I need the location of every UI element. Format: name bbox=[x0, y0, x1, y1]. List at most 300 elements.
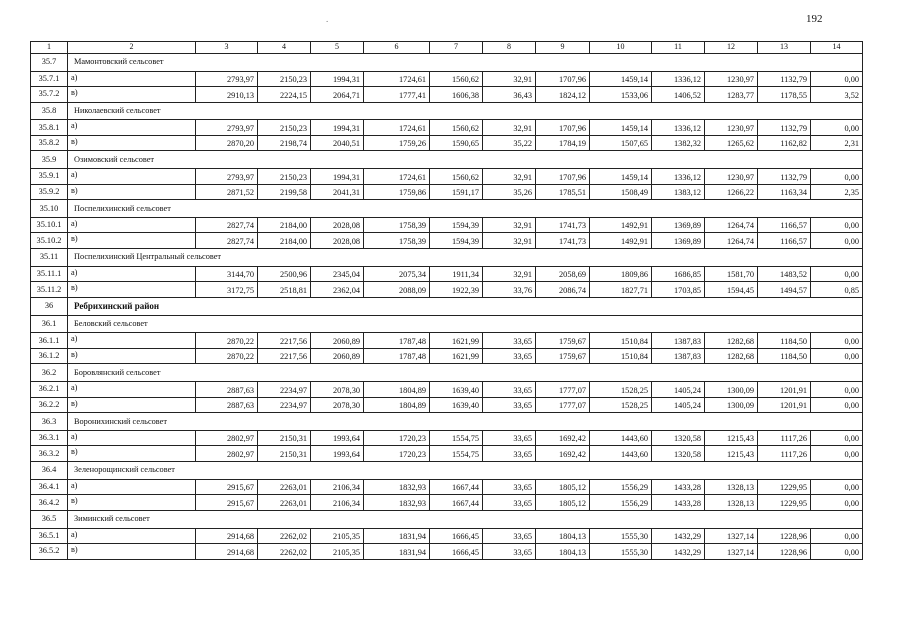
value-cell: 0,00 bbox=[811, 217, 863, 233]
column-header: 7 bbox=[430, 42, 483, 54]
value-cell: 1230,97 bbox=[705, 169, 758, 185]
table-row bbox=[31, 382, 863, 398]
value-cell: 2075,34 bbox=[364, 266, 430, 282]
value-cell: 1667,44 bbox=[430, 479, 483, 495]
value-cell: 1707,96 bbox=[536, 169, 590, 185]
value-cell: 1554,75 bbox=[430, 446, 483, 462]
value-cell: 1759,67 bbox=[536, 348, 590, 364]
value-cell: 1560,62 bbox=[430, 169, 483, 185]
value-cell: 1382,32 bbox=[652, 135, 705, 151]
section-name: Зеленорощинский сельсовет bbox=[68, 461, 863, 479]
value-cell: 1621,99 bbox=[430, 333, 483, 349]
value-cell: 1827,71 bbox=[590, 282, 652, 298]
value-cell: 2262,02 bbox=[258, 528, 311, 544]
value-cell: 1724,61 bbox=[364, 120, 430, 136]
value-cell: 1594,45 bbox=[705, 282, 758, 298]
value-cell: 0,00 bbox=[811, 479, 863, 495]
row-label: а) bbox=[68, 120, 196, 136]
value-cell: 1777,41 bbox=[364, 87, 430, 103]
column-header: 4 bbox=[258, 42, 311, 54]
table-row bbox=[31, 233, 863, 249]
column-header: 1 bbox=[31, 42, 68, 54]
value-cell: 2106,34 bbox=[311, 479, 364, 495]
value-cell: 2060,89 bbox=[311, 333, 364, 349]
value-cell: 1230,97 bbox=[705, 71, 758, 87]
value-cell: 1483,52 bbox=[758, 266, 811, 282]
value-cell: 1720,23 bbox=[364, 446, 430, 462]
value-cell: 2234,97 bbox=[258, 397, 311, 413]
table-row bbox=[31, 266, 863, 282]
table-row bbox=[31, 217, 863, 233]
value-cell: 2150,31 bbox=[258, 446, 311, 462]
section-name: Боровлянский сельсовет bbox=[68, 364, 863, 382]
table-row bbox=[31, 528, 863, 544]
value-cell: 3172,75 bbox=[196, 282, 258, 298]
table-row bbox=[31, 120, 863, 136]
value-cell: 1804,13 bbox=[536, 544, 590, 560]
row-number: 36.1.2 bbox=[31, 348, 68, 364]
section-number: 36 bbox=[31, 297, 68, 315]
value-cell: 1336,12 bbox=[652, 120, 705, 136]
value-cell: 1533,06 bbox=[590, 87, 652, 103]
value-cell: 2184,00 bbox=[258, 217, 311, 233]
value-cell: 2910,13 bbox=[196, 87, 258, 103]
section-name: Николаевский сельсовет bbox=[68, 102, 863, 120]
value-cell: 0,00 bbox=[811, 71, 863, 87]
section-header-row bbox=[31, 315, 863, 333]
value-cell: 2914,68 bbox=[196, 528, 258, 544]
value-cell: 2802,97 bbox=[196, 446, 258, 462]
value-cell: 1405,24 bbox=[652, 382, 705, 398]
row-number: 35.7.1 bbox=[31, 71, 68, 87]
value-cell: 2078,30 bbox=[311, 382, 364, 398]
column-header-row bbox=[31, 42, 863, 54]
value-cell: 1581,70 bbox=[705, 266, 758, 282]
value-cell: 1759,26 bbox=[364, 135, 430, 151]
value-cell: 1369,89 bbox=[652, 217, 705, 233]
value-cell: 1132,79 bbox=[758, 71, 811, 87]
table-row bbox=[31, 333, 863, 349]
value-cell: 1265,62 bbox=[705, 135, 758, 151]
value-cell: 32,91 bbox=[483, 169, 536, 185]
value-cell: 1758,39 bbox=[364, 217, 430, 233]
value-cell: 1667,44 bbox=[430, 495, 483, 511]
value-cell: 2870,22 bbox=[196, 333, 258, 349]
value-cell: 32,91 bbox=[483, 233, 536, 249]
value-cell: 2184,00 bbox=[258, 233, 311, 249]
row-label: а) bbox=[68, 169, 196, 185]
value-cell: 32,91 bbox=[483, 71, 536, 87]
row-label: в) bbox=[68, 87, 196, 103]
value-cell: 1784,19 bbox=[536, 135, 590, 151]
value-cell: 1692,42 bbox=[536, 430, 590, 446]
value-cell: 2914,68 bbox=[196, 544, 258, 560]
value-cell: 1528,25 bbox=[590, 397, 652, 413]
section-name: Поспелихинский Центральный сельсовет bbox=[68, 248, 863, 266]
value-cell: 2217,56 bbox=[258, 348, 311, 364]
district-header-row bbox=[31, 297, 863, 315]
value-cell: 1492,91 bbox=[590, 233, 652, 249]
value-cell: 1804,89 bbox=[364, 382, 430, 398]
value-cell: 2,35 bbox=[811, 184, 863, 200]
row-number: 36.1.1 bbox=[31, 333, 68, 349]
value-cell: 1327,14 bbox=[705, 544, 758, 560]
value-cell: 1507,65 bbox=[590, 135, 652, 151]
value-cell: 1327,14 bbox=[705, 528, 758, 544]
value-cell: 2060,89 bbox=[311, 348, 364, 364]
section-header-row bbox=[31, 102, 863, 120]
table-row bbox=[31, 430, 863, 446]
value-cell: 33,65 bbox=[483, 495, 536, 511]
value-cell: 1283,77 bbox=[705, 87, 758, 103]
value-cell: 1805,12 bbox=[536, 495, 590, 511]
column-header: 10 bbox=[590, 42, 652, 54]
value-cell: 1639,40 bbox=[430, 382, 483, 398]
row-number: 35.10.1 bbox=[31, 217, 68, 233]
value-cell: 36,43 bbox=[483, 87, 536, 103]
value-cell: 2106,34 bbox=[311, 495, 364, 511]
value-cell: 1994,31 bbox=[311, 120, 364, 136]
value-cell: 0,00 bbox=[811, 333, 863, 349]
value-cell: 32,91 bbox=[483, 120, 536, 136]
row-label: а) bbox=[68, 479, 196, 495]
value-cell: 2150,23 bbox=[258, 120, 311, 136]
value-cell: 1724,61 bbox=[364, 169, 430, 185]
value-cell: 1117,26 bbox=[758, 430, 811, 446]
value-cell: 1777,07 bbox=[536, 397, 590, 413]
value-cell: 1787,48 bbox=[364, 348, 430, 364]
column-header: 8 bbox=[483, 42, 536, 54]
value-cell: 0,00 bbox=[811, 430, 863, 446]
value-cell: 1993,64 bbox=[311, 446, 364, 462]
value-cell: 1556,29 bbox=[590, 495, 652, 511]
value-cell: 33,65 bbox=[483, 397, 536, 413]
row-number: 35.11.1 bbox=[31, 266, 68, 282]
section-header-row bbox=[31, 200, 863, 218]
value-cell: 1432,29 bbox=[652, 528, 705, 544]
value-cell: 1300,09 bbox=[705, 397, 758, 413]
value-cell: 1229,95 bbox=[758, 495, 811, 511]
value-cell: 1759,86 bbox=[364, 184, 430, 200]
column-header: 6 bbox=[364, 42, 430, 54]
value-cell: 2802,97 bbox=[196, 430, 258, 446]
value-cell: 1228,96 bbox=[758, 544, 811, 560]
value-cell: 33,65 bbox=[483, 528, 536, 544]
section-name: Озимовский сельсовет bbox=[68, 151, 863, 169]
value-cell: 2234,97 bbox=[258, 382, 311, 398]
value-cell: 1433,28 bbox=[652, 495, 705, 511]
row-number: 36.5.2 bbox=[31, 544, 68, 560]
value-cell: 2064,71 bbox=[311, 87, 364, 103]
value-cell: 2518,81 bbox=[258, 282, 311, 298]
value-cell: 0,00 bbox=[811, 120, 863, 136]
value-cell: 1433,28 bbox=[652, 479, 705, 495]
value-cell: 1459,14 bbox=[590, 120, 652, 136]
column-header: 5 bbox=[311, 42, 364, 54]
row-number: 36.4.2 bbox=[31, 495, 68, 511]
value-cell: 1229,95 bbox=[758, 479, 811, 495]
column-header: 3 bbox=[196, 42, 258, 54]
value-cell: 1922,39 bbox=[430, 282, 483, 298]
value-cell: 2793,97 bbox=[196, 120, 258, 136]
value-cell: 2263,01 bbox=[258, 495, 311, 511]
value-cell: 1492,91 bbox=[590, 217, 652, 233]
value-cell: 1692,42 bbox=[536, 446, 590, 462]
value-cell: 2870,22 bbox=[196, 348, 258, 364]
value-cell: 2088,09 bbox=[364, 282, 430, 298]
row-number: 35.7.2 bbox=[31, 87, 68, 103]
section-number: 36.1 bbox=[31, 315, 68, 333]
table-row bbox=[31, 169, 863, 185]
value-cell: 1639,40 bbox=[430, 397, 483, 413]
value-cell: 2827,74 bbox=[196, 233, 258, 249]
value-cell: 2793,97 bbox=[196, 71, 258, 87]
value-cell: 1508,49 bbox=[590, 184, 652, 200]
column-header: 12 bbox=[705, 42, 758, 54]
value-cell: 1383,12 bbox=[652, 184, 705, 200]
value-cell: 1406,52 bbox=[652, 87, 705, 103]
value-cell: 1703,85 bbox=[652, 282, 705, 298]
value-cell: 1741,73 bbox=[536, 233, 590, 249]
row-number: 35.11.2 bbox=[31, 282, 68, 298]
row-label: в) bbox=[68, 184, 196, 200]
value-cell: 2150,23 bbox=[258, 71, 311, 87]
value-cell: 1560,62 bbox=[430, 71, 483, 87]
value-cell: 2870,20 bbox=[196, 135, 258, 151]
row-label: в) bbox=[68, 348, 196, 364]
value-cell: 0,00 bbox=[811, 397, 863, 413]
value-cell: 1228,96 bbox=[758, 528, 811, 544]
value-cell: 1266,22 bbox=[705, 184, 758, 200]
row-number: 36.5.1 bbox=[31, 528, 68, 544]
value-cell: 2793,97 bbox=[196, 169, 258, 185]
value-cell: 1163,34 bbox=[758, 184, 811, 200]
section-number: 36.3 bbox=[31, 413, 68, 431]
value-cell: 33,65 bbox=[483, 430, 536, 446]
value-cell: 1707,96 bbox=[536, 120, 590, 136]
value-cell: 2105,35 bbox=[311, 528, 364, 544]
value-cell: 2028,08 bbox=[311, 233, 364, 249]
table-row bbox=[31, 282, 863, 298]
row-label: а) bbox=[68, 382, 196, 398]
page-number: 192 bbox=[806, 13, 823, 25]
value-cell: 1264,74 bbox=[705, 217, 758, 233]
value-cell: 1132,79 bbox=[758, 120, 811, 136]
value-cell: 1824,12 bbox=[536, 87, 590, 103]
value-cell: 2150,31 bbox=[258, 430, 311, 446]
value-cell: 0,00 bbox=[811, 169, 863, 185]
section-header-row bbox=[31, 413, 863, 431]
value-cell: 33,65 bbox=[483, 544, 536, 560]
value-cell: 1387,83 bbox=[652, 348, 705, 364]
value-cell: 33,65 bbox=[483, 333, 536, 349]
value-cell: 1777,07 bbox=[536, 382, 590, 398]
row-number: 36.2.1 bbox=[31, 382, 68, 398]
value-cell: 1184,50 bbox=[758, 348, 811, 364]
value-cell: 1320,58 bbox=[652, 446, 705, 462]
value-cell: 2058,69 bbox=[536, 266, 590, 282]
value-cell: 2199,58 bbox=[258, 184, 311, 200]
value-cell: 1328,13 bbox=[705, 495, 758, 511]
value-cell: 1832,93 bbox=[364, 495, 430, 511]
value-cell: 1804,13 bbox=[536, 528, 590, 544]
value-cell: 2217,56 bbox=[258, 333, 311, 349]
table-row bbox=[31, 446, 863, 462]
value-cell: 1787,48 bbox=[364, 333, 430, 349]
section-number: 35.7 bbox=[31, 53, 68, 71]
value-cell: 1554,75 bbox=[430, 430, 483, 446]
column-header: 2 bbox=[68, 42, 196, 54]
value-cell: 1264,74 bbox=[705, 233, 758, 249]
row-number: 36.4.1 bbox=[31, 479, 68, 495]
value-cell: 1215,43 bbox=[705, 446, 758, 462]
value-cell: 1201,91 bbox=[758, 382, 811, 398]
value-cell: 1686,85 bbox=[652, 266, 705, 282]
value-cell: 1591,17 bbox=[430, 184, 483, 200]
value-cell: 0,00 bbox=[811, 233, 863, 249]
value-cell: 33,65 bbox=[483, 479, 536, 495]
value-cell: 2041,31 bbox=[311, 184, 364, 200]
value-cell: 1560,62 bbox=[430, 120, 483, 136]
value-cell: 2362,04 bbox=[311, 282, 364, 298]
section-header-row bbox=[31, 364, 863, 382]
value-cell: 1432,29 bbox=[652, 544, 705, 560]
section-header-row bbox=[31, 53, 863, 71]
value-cell: 2915,67 bbox=[196, 495, 258, 511]
value-cell: 1320,58 bbox=[652, 430, 705, 446]
table-row bbox=[31, 495, 863, 511]
row-number: 36.3.2 bbox=[31, 446, 68, 462]
value-cell: 0,85 bbox=[811, 282, 863, 298]
value-cell: 0,00 bbox=[811, 382, 863, 398]
table-row bbox=[31, 135, 863, 151]
value-cell: 1387,83 bbox=[652, 333, 705, 349]
value-cell: 1117,26 bbox=[758, 446, 811, 462]
section-number: 35.10 bbox=[31, 200, 68, 218]
value-cell: 1230,97 bbox=[705, 120, 758, 136]
value-cell: 1666,45 bbox=[430, 544, 483, 560]
value-cell: 35,26 bbox=[483, 184, 536, 200]
scan-dot-mark: . bbox=[326, 14, 329, 24]
value-cell: 1594,39 bbox=[430, 233, 483, 249]
value-cell: 1443,60 bbox=[590, 446, 652, 462]
value-cell: 0,00 bbox=[811, 446, 863, 462]
row-number: 36.3.1 bbox=[31, 430, 68, 446]
value-cell: 1282,68 bbox=[705, 348, 758, 364]
value-cell: 1328,13 bbox=[705, 479, 758, 495]
row-label: а) bbox=[68, 528, 196, 544]
value-cell: 1282,68 bbox=[705, 333, 758, 349]
value-cell: 1993,64 bbox=[311, 430, 364, 446]
value-cell: 33,76 bbox=[483, 282, 536, 298]
value-cell: 0,00 bbox=[811, 495, 863, 511]
value-cell: 2105,35 bbox=[311, 544, 364, 560]
value-cell: 2887,63 bbox=[196, 397, 258, 413]
value-cell: 0,00 bbox=[811, 266, 863, 282]
value-cell: 3,52 bbox=[811, 87, 863, 103]
section-name: Воронихинский сельсовет bbox=[68, 413, 863, 431]
value-cell: 2040,51 bbox=[311, 135, 364, 151]
value-cell: 1594,39 bbox=[430, 217, 483, 233]
section-name: Мамонтовский сельсовет bbox=[68, 53, 863, 71]
section-number: 35.8 bbox=[31, 102, 68, 120]
row-label: в) bbox=[68, 446, 196, 462]
value-cell: 1166,57 bbox=[758, 217, 811, 233]
value-cell: 1300,09 bbox=[705, 382, 758, 398]
value-cell: 1590,65 bbox=[430, 135, 483, 151]
tariff-table bbox=[30, 41, 863, 560]
value-cell: 1831,94 bbox=[364, 528, 430, 544]
row-number: 35.10.2 bbox=[31, 233, 68, 249]
value-cell: 2198,74 bbox=[258, 135, 311, 151]
value-cell: 1215,43 bbox=[705, 430, 758, 446]
value-cell: 2086,74 bbox=[536, 282, 590, 298]
row-label: а) bbox=[68, 71, 196, 87]
value-cell: 33,65 bbox=[483, 348, 536, 364]
value-cell: 2871,52 bbox=[196, 184, 258, 200]
value-cell: 1809,86 bbox=[590, 266, 652, 282]
value-cell: 2500,96 bbox=[258, 266, 311, 282]
row-label: в) bbox=[68, 282, 196, 298]
section-header-row bbox=[31, 510, 863, 528]
section-header-row bbox=[31, 248, 863, 266]
table-row bbox=[31, 71, 863, 87]
value-cell: 2263,01 bbox=[258, 479, 311, 495]
value-cell: 0,00 bbox=[811, 544, 863, 560]
value-cell: 1994,31 bbox=[311, 169, 364, 185]
value-cell: 33,65 bbox=[483, 382, 536, 398]
value-cell: 1162,82 bbox=[758, 135, 811, 151]
table-row bbox=[31, 184, 863, 200]
value-cell: 1556,29 bbox=[590, 479, 652, 495]
value-cell: 1758,39 bbox=[364, 233, 430, 249]
value-cell: 1741,73 bbox=[536, 217, 590, 233]
row-label: в) bbox=[68, 397, 196, 413]
row-label: в) bbox=[68, 544, 196, 560]
value-cell: 1405,24 bbox=[652, 397, 705, 413]
value-cell: 1494,57 bbox=[758, 282, 811, 298]
value-cell: 1132,79 bbox=[758, 169, 811, 185]
row-label: а) bbox=[68, 217, 196, 233]
value-cell: 0,00 bbox=[811, 348, 863, 364]
value-cell: 2,31 bbox=[811, 135, 863, 151]
row-label: в) bbox=[68, 233, 196, 249]
row-label: а) bbox=[68, 430, 196, 446]
value-cell: 1510,84 bbox=[590, 348, 652, 364]
value-cell: 1443,60 bbox=[590, 430, 652, 446]
value-cell: 1555,30 bbox=[590, 528, 652, 544]
section-header-row bbox=[31, 151, 863, 169]
value-cell: 1166,57 bbox=[758, 233, 811, 249]
row-number: 35.9.1 bbox=[31, 169, 68, 185]
section-number: 35.11 bbox=[31, 248, 68, 266]
row-label: в) bbox=[68, 135, 196, 151]
section-number: 36.2 bbox=[31, 364, 68, 382]
row-label: а) bbox=[68, 266, 196, 282]
section-number: 36.4 bbox=[31, 461, 68, 479]
value-cell: 2150,23 bbox=[258, 169, 311, 185]
row-number: 35.8.1 bbox=[31, 120, 68, 136]
column-header: 9 bbox=[536, 42, 590, 54]
value-cell: 1805,12 bbox=[536, 479, 590, 495]
district-name: Ребрихинский район bbox=[68, 297, 863, 315]
value-cell: 1459,14 bbox=[590, 71, 652, 87]
value-cell: 2028,08 bbox=[311, 217, 364, 233]
value-cell: 2224,15 bbox=[258, 87, 311, 103]
value-cell: 1666,45 bbox=[430, 528, 483, 544]
section-name: Поспелихинский сельсовет bbox=[68, 200, 863, 218]
table-row bbox=[31, 87, 863, 103]
